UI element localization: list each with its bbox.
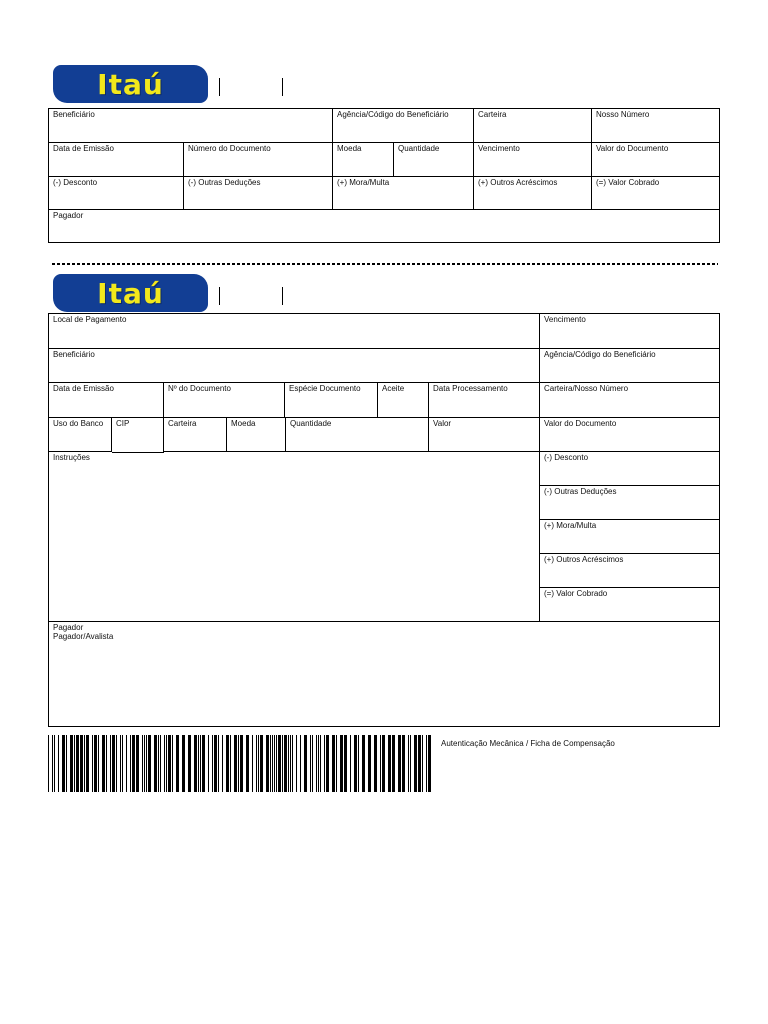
- slip-moeda: [227, 418, 286, 452]
- slip-mora-multa: [540, 520, 719, 554]
- label: (+) Mora/Multa: [544, 521, 597, 530]
- label: (=) Valor Cobrado: [544, 589, 608, 598]
- label: (+) Outros Acréscimos: [478, 178, 558, 187]
- label: Agência/Código do Beneficiário: [337, 110, 449, 119]
- receipt-agencia: [333, 109, 474, 143]
- slip-data-processamento: [429, 383, 540, 418]
- label: Valor: [433, 419, 452, 428]
- label: Espécie Documento: [289, 384, 361, 393]
- label: CIP: [116, 419, 130, 428]
- receipt-numero-documento: [184, 143, 333, 177]
- label: Vencimento: [478, 144, 520, 153]
- label: (+) Mora/Multa: [337, 178, 390, 187]
- autenticacao-label: Autenticação Mecânica / Ficha de Compensação: [441, 739, 615, 748]
- receipt-carteira: [474, 109, 592, 143]
- label: Quantidade: [290, 419, 332, 428]
- slip-valor-cobrado: [540, 588, 719, 622]
- slip-outras-deducoes: [540, 486, 719, 520]
- slip-cip: [112, 418, 164, 453]
- receipt-desconto: [49, 177, 184, 210]
- receipt-pagador: [49, 210, 719, 242]
- slip-valor: [429, 418, 540, 452]
- slip-uso-banco: [49, 418, 112, 452]
- label: (+) Outros Acréscimos: [544, 555, 624, 564]
- label: (-) Desconto: [544, 453, 589, 462]
- slip-local-pagamento: [49, 314, 540, 349]
- bank-code-box: [219, 287, 283, 305]
- receipt-data-emissao: [49, 143, 184, 177]
- slip-desconto: [540, 452, 719, 486]
- label: Beneficiário: [53, 350, 95, 359]
- slip-valor-documento: [540, 418, 719, 452]
- bank-code-box: [219, 78, 283, 96]
- receipt-beneficiario: [49, 109, 333, 143]
- label: Carteira: [478, 110, 507, 119]
- slip-agencia: [540, 349, 719, 383]
- label: Nº do Documento: [168, 384, 231, 393]
- label: Data Processamento: [433, 384, 508, 393]
- receipt-form: [48, 108, 720, 243]
- logo-text: Itaú: [97, 276, 164, 310]
- barcode: [48, 735, 432, 792]
- label: Pagador/Avalista: [53, 632, 114, 641]
- label: (-) Desconto: [53, 178, 98, 187]
- label: Pagador: [53, 211, 84, 220]
- label: Moeda: [337, 144, 362, 153]
- label: Beneficiário: [53, 110, 95, 119]
- label: (-) Outras Deduções: [188, 178, 261, 187]
- itau-logo: [53, 274, 208, 312]
- slip-carteira-nosso-numero: [540, 383, 719, 418]
- itau-logo: [53, 65, 208, 103]
- label: Número do Documento: [188, 144, 271, 153]
- receipt-mora-multa: [333, 177, 474, 210]
- logo-text: Itaú: [97, 67, 164, 101]
- cut-line: [52, 263, 718, 265]
- label: (=) Valor Cobrado: [596, 178, 660, 187]
- slip-form: [48, 313, 720, 727]
- receipt-outros-acrescimos: [474, 177, 592, 210]
- slip-instrucoes: [49, 452, 540, 622]
- label: Data de Emissão: [53, 144, 114, 153]
- slip-carteira: [164, 418, 227, 452]
- receipt-moeda: [333, 143, 394, 177]
- receipt-valor-documento: [592, 143, 719, 177]
- slip-outros-acrescimos: [540, 554, 719, 588]
- receipt-quantidade: [394, 143, 474, 177]
- label: Pagador: [53, 623, 84, 632]
- label: Uso do Banco: [53, 419, 104, 428]
- slip-data-emissao: [49, 383, 164, 418]
- slip-aceite: [378, 383, 429, 418]
- label: Aceite: [382, 384, 405, 393]
- label: Instruções: [53, 453, 90, 462]
- slip-n-documento: [164, 383, 285, 418]
- label: Agência/Código do Beneficiário: [544, 350, 656, 359]
- label: Vencimento: [544, 315, 586, 324]
- slip-vencimento: [540, 314, 719, 349]
- receipt-vencimento: [474, 143, 592, 177]
- receipt-valor-cobrado: [592, 177, 719, 210]
- label: Nosso Número: [596, 110, 650, 119]
- label: Quantidade: [398, 144, 440, 153]
- slip-pagador: [49, 622, 719, 726]
- label: Local de Pagamento: [53, 315, 127, 324]
- slip-beneficiario: [49, 349, 540, 383]
- label: Data de Emissão: [53, 384, 114, 393]
- slip-especie: [285, 383, 378, 418]
- label: Valor do Documento: [544, 419, 617, 428]
- label: Carteira/Nosso Número: [544, 384, 629, 393]
- label: Moeda: [231, 419, 256, 428]
- receipt-outras-deducoes: [184, 177, 333, 210]
- label: (-) Outras Deduções: [544, 487, 617, 496]
- slip-quantidade: [286, 418, 429, 452]
- label: Valor do Documento: [596, 144, 669, 153]
- label: Carteira: [168, 419, 197, 428]
- receipt-nosso-numero: [592, 109, 719, 143]
